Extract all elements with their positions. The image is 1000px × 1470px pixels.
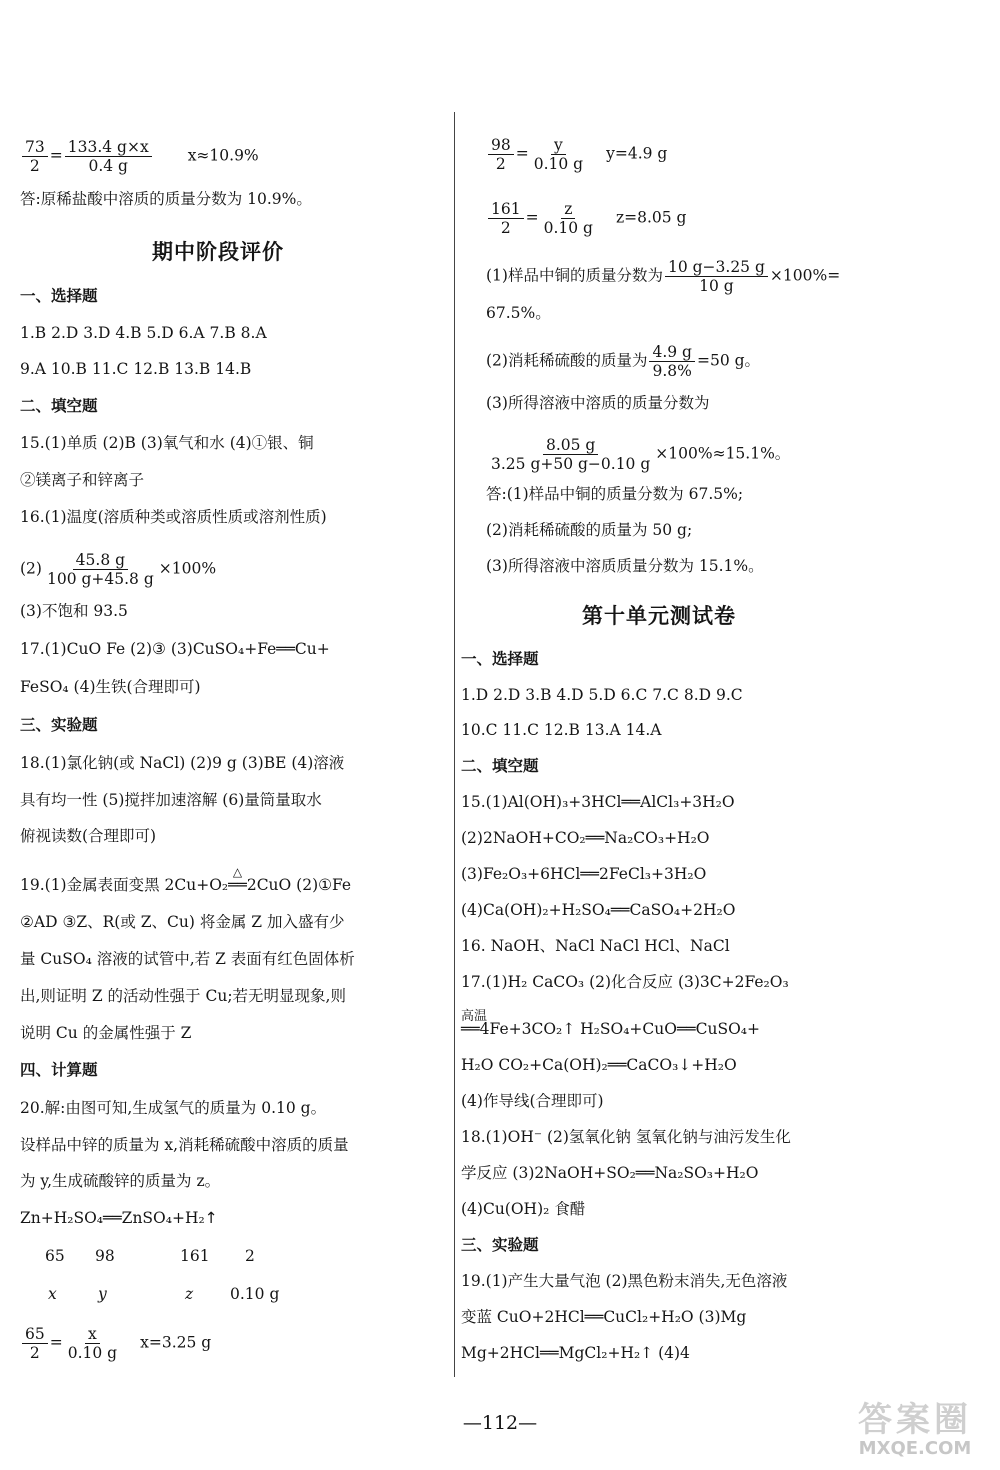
answer-line: 1.B 2.D 3.D 4.B 5.D 6.A 7.B 8.A bbox=[20, 324, 267, 342]
answer-line: 俯视读数(合理即可) bbox=[20, 827, 157, 845]
watermark-logo bbox=[840, 1392, 990, 1464]
answer-line: 20.解:由图可知,生成氢气的质量为 0.10 g。 bbox=[20, 1099, 327, 1117]
answer-line: 15.(1)Al(OH)₃+3HCl══AlCl₃+3H₂O bbox=[461, 793, 735, 811]
answer-line: 学反应 (3)2NaOH+SO₂══Na₂SO₃+H₂O bbox=[461, 1164, 759, 1182]
answer-line: 18.(1)氯化钠(或 NaCl) (2)9 g (3)BE (4)溶液 bbox=[20, 754, 345, 772]
answer-line: 15.(1)单质 (2)B (3)氧气和水 (4)①银、铜 bbox=[20, 434, 314, 452]
heading-fill-blank: 二、填空题 bbox=[461, 757, 539, 775]
answer-line: 17.(1)CuO Fe (2)③ (3)CuSO₄+Fe══Cu+ bbox=[20, 640, 330, 658]
answer-line: H₂O CO₂+Ca(OH)₂══CaCO₃↓+H₂O bbox=[461, 1056, 737, 1074]
answer-line: 16. NaOH、NaCl NaCl HCl、NaCl bbox=[461, 937, 730, 955]
fraction-line: (2)消耗稀硫酸的质量为 $\frac{4.9 g}{9.8\%}$ =50 g。 bbox=[486, 343, 761, 380]
answer-line: 19.(1)产生大量气泡 (2)黑色粉末消失,无色溶液 bbox=[461, 1272, 788, 1290]
fraction-line: (2) $\frac{45.8 g}{100 g+45.8 g}$ ×100% bbox=[20, 551, 217, 588]
answer-line: 出,则证明 Z 的活动性强于 Cu;若无明显现象,则 bbox=[20, 987, 346, 1005]
section-title-midterm: 期中阶段评价 bbox=[152, 240, 284, 264]
answer-line: (2)2NaOH+CO₂══Na₂CO₃+H₂O bbox=[461, 829, 710, 847]
equation-line: Zn+H₂SO₄══ZnSO₄+H₂↑ bbox=[20, 1209, 218, 1227]
watermark-text: 答案圈 bbox=[858, 1400, 972, 1440]
ratio-value: 0.10 g bbox=[230, 1285, 280, 1303]
fraction-equation: $\frac{73}{2}$ = $\frac{133.4 g\times x}{0.4 g}$ x≈10.9% bbox=[20, 138, 259, 175]
fraction-equation: $\frac{161}{2}$ = $\frac{z}{0.10 g}$ z=8.05 g bbox=[486, 200, 686, 237]
answer-line: (2)消耗稀硫酸的质量为 50 g; bbox=[486, 521, 693, 539]
right-column bbox=[461, 0, 886, 1400]
answer-line: (3)不饱和 93.5 bbox=[20, 602, 128, 620]
fraction-equation: $\frac{98}{2}$ = $\frac{y}{0.10 g}$ y=4.9 g bbox=[486, 136, 667, 173]
heat-symbol: △ bbox=[232, 865, 243, 879]
watermark-url: MXQE.COM bbox=[858, 1438, 972, 1459]
heading-fill-blank: 二、填空题 bbox=[20, 397, 98, 415]
answer-line: 9.A 10.B 11.C 12.B 13.B 14.B bbox=[20, 360, 252, 378]
heading-multiple-choice: 一、选择题 bbox=[20, 287, 98, 305]
answer-line: (4)Ca(OH)₂+H₂SO₄══CaSO₄+2H₂O bbox=[461, 901, 736, 919]
answer-line: 答:原稀盐酸中溶质的质量分数为 10.9%。 bbox=[20, 190, 312, 208]
ratio-value: 2 bbox=[245, 1247, 255, 1265]
answer-line: 具有均一性 (5)搅拌加速溶解 (6)量筒量取水 bbox=[20, 791, 322, 809]
answer-line: 变蓝 CuO+2HCl══CuCl₂+H₂O (3)Mg bbox=[461, 1308, 747, 1326]
answer-line: 18.(1)OH⁻ (2)氢氧化钠 氢氧化钠与油污发生化 bbox=[461, 1128, 791, 1146]
answer-line: 说明 Cu 的金属性强于 Z bbox=[20, 1024, 192, 1042]
high-temp-label: 高温 bbox=[461, 1009, 488, 1024]
ratio-value: x bbox=[48, 1285, 57, 1303]
answer-line: 量 CuSO₄ 溶液的试管中,若 Z 表面有红色固体析 bbox=[20, 950, 355, 968]
fraction-line: (1)样品中铜的质量分数为 $\frac{10 g-3.25 g}{10 g}$ ×100%= bbox=[486, 258, 841, 295]
answer-line: 1.D 2.D 3.B 4.D 5.D 6.C 7.C 8.D 9.C bbox=[461, 686, 743, 704]
gas-up-arrow-icon: ↑ bbox=[204, 1209, 218, 1227]
fraction-equation: $\frac{65}{2}$ = $\frac{x}{0.10 g}$ x=3.25 g bbox=[20, 1325, 211, 1362]
column-divider bbox=[454, 112, 455, 1377]
answer-line: ②镁离子和锌离子 bbox=[20, 471, 145, 489]
ratio-value: 65 bbox=[45, 1247, 65, 1265]
answer-line: 10.C 11.C 12.B 13.A 14.A bbox=[461, 721, 662, 739]
ratio-value: 161 bbox=[180, 1247, 210, 1265]
answer-line: (3)所得溶液中溶质质量分数为 15.1%。 bbox=[486, 557, 764, 575]
answer-line: (4)作导线(合理即可) bbox=[461, 1092, 604, 1110]
left-column bbox=[20, 0, 430, 1400]
heading-experiment: 三、实验题 bbox=[20, 716, 98, 734]
answer-line: 设样品中锌的质量为 x,消耗稀硫酸中溶质的质量 bbox=[20, 1136, 349, 1154]
page-number: —112— bbox=[462, 1412, 538, 1434]
answer-line: 答:(1)样品中铜的质量分数为 67.5%; bbox=[486, 485, 744, 503]
answer-line: 16.(1)温度(溶质种类或溶质性质或溶剂性质) bbox=[20, 508, 327, 526]
answer-line: 17.(1)H₂ CaCO₃ (2)化合反应 (3)3C+2Fe₂O₃ bbox=[461, 973, 789, 991]
ratio-value: y bbox=[98, 1285, 107, 1303]
answer-line: 为 y,生成硫酸锌的质量为 z。 bbox=[20, 1172, 221, 1190]
section-title-unit-ten: 第十单元测试卷 bbox=[582, 604, 736, 628]
answer-line: FeSO₄ (4)生铁(合理即可) bbox=[20, 678, 201, 696]
heading-experiment: 三、实验题 bbox=[461, 1236, 539, 1254]
answer-line: ②AD ③Z、R(或 Z、Cu) 将金属 Z 加入盛有少 bbox=[20, 913, 345, 931]
answer-line: (4)Cu(OH)₂ 食醋 bbox=[461, 1200, 586, 1218]
heading-calculation: 四、计算题 bbox=[20, 1061, 98, 1079]
fraction-line: $\frac{8.05 g}{3.25 g+50 g-0.10 g}$ ×100%≈15.1%。 bbox=[491, 436, 791, 473]
answer-line: Mg+2HCl══MgCl₂+H₂↑ (4)4 bbox=[461, 1344, 690, 1362]
ratio-value: z bbox=[185, 1285, 194, 1303]
equation-line: 19.(1)金属表面变黑 2Cu+O₂ △ ══2CuO (2)①Fe bbox=[20, 874, 351, 896]
answer-line: (3)Fe₂O₃+6HCl══2FeCl₃+3H₂O bbox=[461, 865, 707, 883]
heading-multiple-choice: 一、选择题 bbox=[461, 650, 539, 668]
answer-line: 67.5%。 bbox=[486, 304, 551, 322]
ratio-value: 98 bbox=[95, 1247, 115, 1265]
answer-line: (3)所得溶液中溶质的质量分数为 bbox=[486, 394, 710, 412]
equation-line: 高温 ══4Fe+3CO₂↑ H₂SO₄+CuO══CuSO₄+ bbox=[461, 1018, 760, 1040]
